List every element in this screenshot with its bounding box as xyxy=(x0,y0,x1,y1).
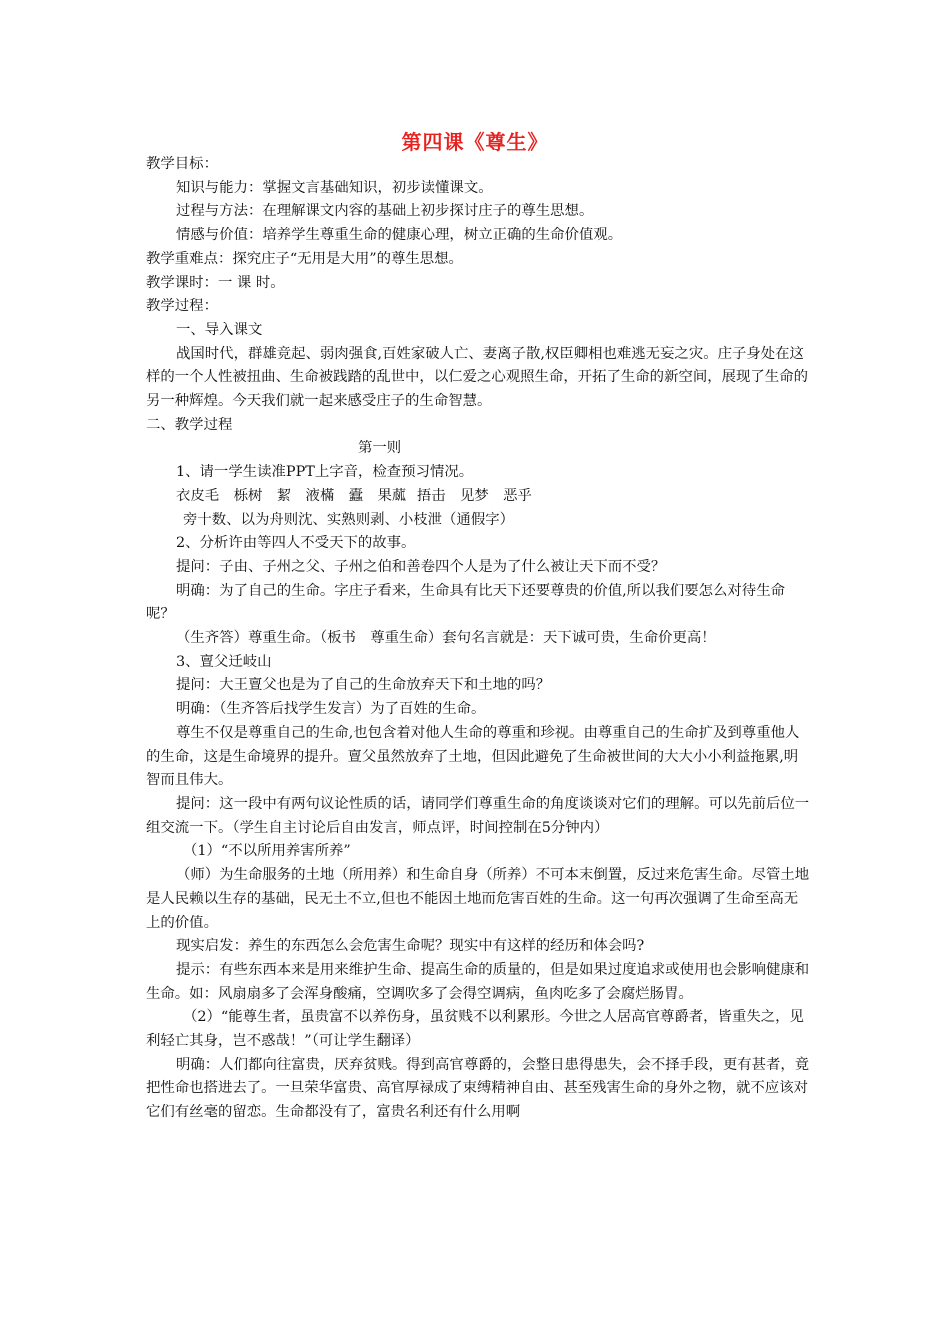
task-line: 3、亶父迁岐山 xyxy=(176,653,272,670)
lesson-body xyxy=(146,153,812,1125)
answer-paragraph: 明确：为了自己的生命。字庄子看来，生命具有比天下还要尊贵的价值,所以我们要怎么对待生命呢？ xyxy=(146,582,785,623)
key-difficulty: 教学重难点：探究庄子“无用是大用”的尊生思想。 xyxy=(146,250,463,267)
objective-knowledge: 知识与能力：掌握文言基础知识，初步读懂课文。 xyxy=(176,179,493,196)
section-heading: 教学过程： xyxy=(146,298,218,315)
objective-process: 过程与方法：在理解课文内容的基础上初步探讨庄子的尊生思想。 xyxy=(176,203,594,220)
answer-line: 明确：（生齐答后找学生发言）为了百姓的生命。 xyxy=(176,701,486,718)
subsection-heading: 一、导入课文 xyxy=(176,321,263,338)
body-paragraph: （师）为生命服务的土地（所用养）和生命自身（所养）不可本末倒置，反过来危害生命。尽管土地是人民赖以生存的基础，民无土不立,但也不能因土地而危害百姓的生命。这一句再次强调了生命至高无上的价值。 xyxy=(146,867,810,931)
question-line: 现实启发：养生的东西怎么会危害生命呢？现实中有这样的经历和体会吗? xyxy=(176,938,645,955)
section-heading: 二、教学过程 xyxy=(146,416,233,433)
task-line: 2、分析许由等四人不受天下的故事。 xyxy=(176,535,416,552)
question-line: 提问：大王亶父也是为了自己的生命放弃天下和土地的吗？ xyxy=(176,677,551,694)
question-line: 提问：子由、子州之父、子州之伯和善卷四个人是为了什么被让天下而不受？ xyxy=(176,558,666,575)
quote-line: （1）“不以所用养害所养” xyxy=(183,843,351,860)
answer-line: （生齐答）尊重生命。（板书 尊重生命）套句名言就是：天下诚可贵，生命价更高！ xyxy=(176,630,716,647)
quote-paragraph: （2）“能尊生者，虽贵富不以养伤身，虽贫贱不以利累形。今世之人居高官尊爵者，皆重失之，见利轻亡其身，岂不惑哉！”（可让学生翻译） xyxy=(146,1009,804,1050)
body-paragraph: 明确：人们都向往富贵，厌弃贫贱。得到高官尊爵的，会整日患得患失，会不择手段，更有甚者，竟把性命也搭进去了。一旦荣华富贵、高官厚禄成了束缚精神自由、甚至残害生命的身外之物，就不应该对它们有丝毫的留恋。生命都没有了，富贵名利还有什么用啊 xyxy=(146,1056,810,1121)
task-line: 1、请一学生读准PPT上字音，检查预习情况。 xyxy=(176,464,474,481)
subsection-heading: 第一则 xyxy=(358,440,402,457)
section-heading: 教学目标： xyxy=(146,156,218,172)
vocabulary-line: 衣皮毛 栎树 絜 液樠 蠹 果蓏 捂击 见梦 恶乎 xyxy=(176,487,532,504)
objective-emotion: 情感与价值：培养学生尊重生命的健康心理，树立正确的生命价值观。 xyxy=(176,227,623,244)
body-paragraph: 尊生不仅是尊重自己的生命,也包含着对他人生命的尊重和珍视。由尊重自己的生命扩及到尊重他人的生命，这是生命境界的提升。亶父虽然放弃了土地，但因此避免了生命被世间的大大小小利益拖累,明智而且伟大。 xyxy=(146,724,800,789)
vocabulary-line: 旁十数、以为舟则沈、实熟则剥、小枝泄（通假字） xyxy=(183,511,514,528)
question-paragraph: 提问：这一段中有两句议论性质的话，请同学们尊重生命的角度谈谈对它们的理解。可以先前后位一组交流一下。（学生自主讨论后自由发言，师点评，时间控制在5分钟内） xyxy=(146,795,810,836)
body-paragraph: 提示：有些东西本来是用来维护生命、提高生命的质量的，但是如果过度追求或使用也会影响健康和生命。如：风扇扇多了会浑身酸痛，空调吹多了会得空调病，鱼肉吃多了会腐烂肠胃。 xyxy=(146,961,810,1002)
lesson-title: 第四课《尊生》 xyxy=(401,130,549,154)
intro-paragraph: 战国时代，群雄竞起、弱肉强食,百姓家破人亡、妻离子散,权臣卿相也难逃无妄之灾。庄子身处在这样的一个人性被扭曲、生命被践踏的乱世中，以仁爱之心观照生命，开拓了生命的新空间，展现了生命的另一种辉煌。今天我们就一起来感受庄子的生命智慧。 xyxy=(146,345,808,410)
class-hours: 教学课时：一 课 时。 xyxy=(146,274,285,291)
